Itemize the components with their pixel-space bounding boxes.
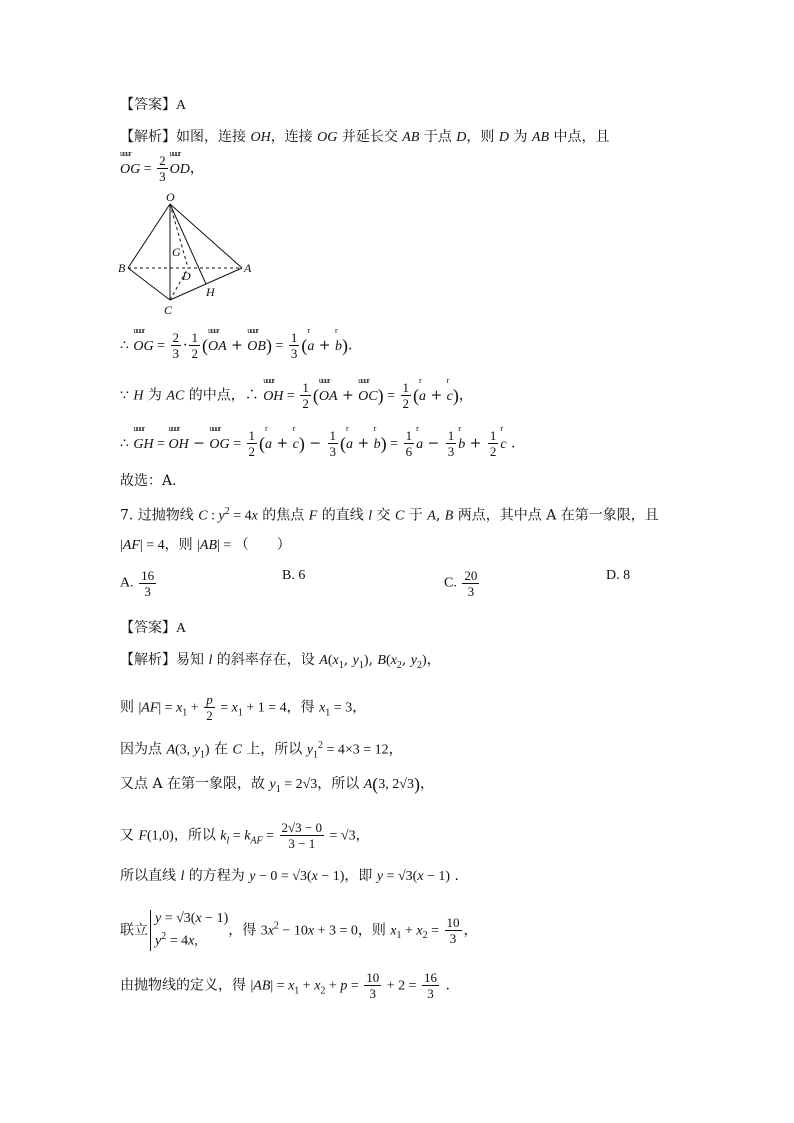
q7-step8: 由抛物线的定义，得 $|AB| = x_1 + x_2 + p$ = $\frac{10}{3}$ + 2 = $\frac{16}{3}$ . bbox=[120, 970, 450, 1001]
q7-step7: 联立 y = √3(x − 1) $y^2 = 4x$, ，得 $3x^2 - 10x + 3 = 0$，则 $x_1 + x_2$ = $\frac{10}{3}$ ， bbox=[120, 911, 478, 949]
label-d: D bbox=[182, 269, 191, 283]
edge-bc bbox=[128, 268, 170, 300]
label-c: C bbox=[164, 303, 173, 317]
answer-tag: 【答案】 bbox=[120, 97, 176, 113]
answer-value: A bbox=[176, 98, 187, 113]
option-c-label: C. bbox=[444, 575, 457, 591]
label-g: G bbox=[172, 245, 181, 259]
q6-analysis-line: 【解析】如图，连接 OH，连接 OG 并延长交 AB 于点 D，则 D 为 AB 中点，且 bbox=[120, 129, 610, 145]
label-a: A bbox=[244, 261, 252, 275]
q6-og-relation: OG uuur = $\frac{2}{3}$ OD uuur ， bbox=[120, 148, 204, 184]
q6-conclusion: 故选：A. bbox=[120, 473, 177, 489]
q7-stem-line2: |AF| = 4，则 |AB| = （ ） bbox=[120, 537, 291, 553]
answer-value: A bbox=[176, 621, 187, 636]
option-a-label: A. bbox=[120, 575, 134, 591]
option-b-label: B. bbox=[282, 568, 295, 583]
edge-oa bbox=[170, 204, 242, 268]
q7-step5: 又 F(1,0)，所以 $k_l = k_{AF}$ = $\frac{2√3 - 0}{3 - 1}$ = √3， bbox=[120, 820, 370, 851]
q7-step3: 因为点 A(3, $y_1$) 在 C 上，所以 $y_1^2 = 4\times 3 = 12$， bbox=[120, 740, 403, 761]
edge-ob bbox=[128, 204, 170, 268]
q6-eq3: ∴ GH uuur = OH uuur − OG uuur = $\frac{1}{2}$ (a r + c r ) − $\frac{1}{3}$ (a r + b r ) = $\frac{1}{6}$ a r − $\frac{1}{3}$ b r + $\frac{1}{2}$ c r . bbox=[120, 423, 516, 459]
option-d-label: D. bbox=[606, 568, 620, 583]
q6-eq1: ∴ OG uuur = $\frac{2}{3}$ · $\frac{1}{2}$ (OA uuur + OB uuur ) = $\frac{1}{3}$ (a r + b r ). bbox=[120, 325, 353, 361]
q6-eq2: ∵ H 为 AC 的中点，∴ OH uuur = $\frac{1}{2}$ (OA uuur + OC uuur ) = $\frac{1}{2}$ (a r + c r )， bbox=[120, 375, 473, 411]
option-d[interactable] bbox=[606, 568, 630, 584]
option-a[interactable]: A. $\frac{16}{3}$ bbox=[120, 568, 155, 599]
option-d-value: 8 bbox=[623, 568, 631, 583]
analysis-tag: 【解析】 bbox=[120, 129, 176, 145]
q7-step6: 所以直线 l 的方程为 y − 0 = √3(x − 1)，即 y = √3(x − 1) . bbox=[120, 868, 459, 884]
option-b-value: 6 bbox=[298, 568, 306, 583]
option-c[interactable]: C. $\frac{20}{3}$ bbox=[444, 568, 478, 599]
q7-step4: 又点 A 在第一象限，故 $y_1 = 2√3$，所以 A(3, 2√3)， bbox=[120, 774, 434, 795]
q7-answer-line bbox=[120, 618, 186, 639]
option-b[interactable] bbox=[282, 568, 305, 584]
label-h: H bbox=[206, 285, 215, 299]
analysis-tag: 【解析】 bbox=[120, 652, 176, 668]
q7-stem-line1: 7. 过抛物线 C : $y^2 = 4x$ 的焦点 F 的直线 l 交 C 于 A, B 两点，其中点 A 在第一象限，且 bbox=[120, 506, 659, 524]
label-b: B bbox=[118, 261, 126, 275]
q7-step1: 【解析】易知 l 的斜率存在，设 $A(x_1$, $y_1$), $B(x_2$, $y_2$)， bbox=[120, 652, 441, 671]
q6-answer-line bbox=[120, 95, 186, 116]
label-o: O bbox=[166, 190, 175, 204]
answer-tag: 【答案】 bbox=[120, 620, 176, 636]
tetrahedron-figure bbox=[110, 190, 270, 320]
q7-step2: 则 $|AF| = x_1$ + $\frac{p}{2}$ = $x_1 + 1 = 4$，得 $x_1 = 3$， bbox=[120, 692, 367, 723]
